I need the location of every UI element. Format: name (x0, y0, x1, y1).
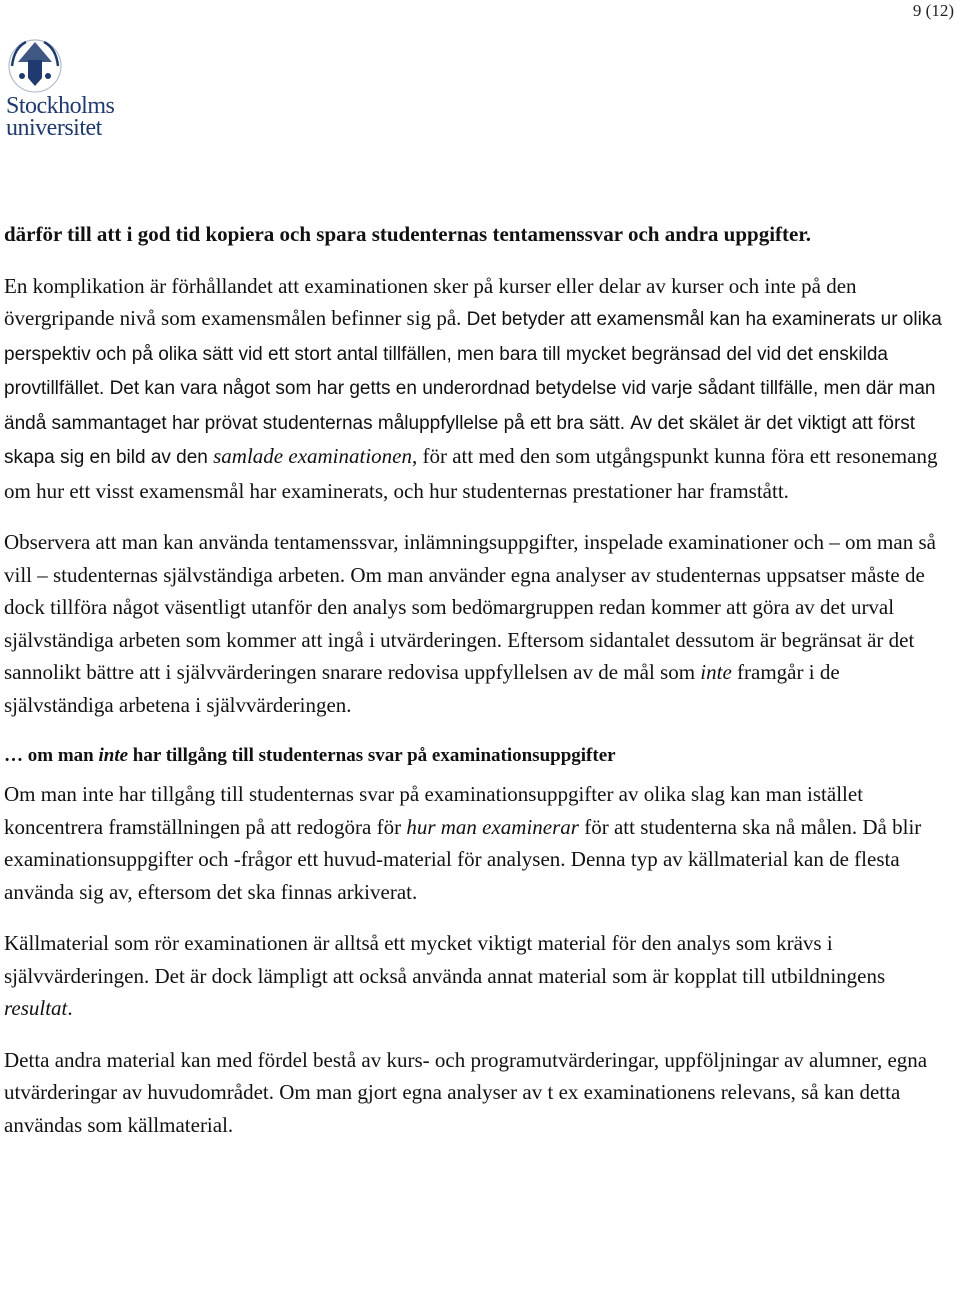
university-seal-icon (4, 36, 66, 94)
sentence: Det betyder att examensmål kan ha examinerats ur olika perspektiv och på olika sätt vid ett stort antal tillfällen, men bara till mycket begränsad del vid det enskilda provtillfället. (4, 309, 942, 399)
logo-text-line2: universitet (6, 115, 102, 141)
paragraph-observera (4, 526, 954, 721)
sentence: Av det skälet är det viktigt att först skapa sig en bild av den (4, 412, 916, 468)
paragraph-other-material (4, 1044, 954, 1142)
heading-text: har tillgång till studenternas svar på examinationsuppgifter (132, 745, 616, 766)
sentence: Observera att man kan använda tentamenssvar, inlämningsuppgifter, inspelade examinationer och – om man så vill – studenternas självständiga arbeten. (4, 530, 936, 587)
sentence: Det kan vara något som har getts en underordnad betydelse vid varje sådant tillfälle, men där man ändå sammantaget har prövat studenternas måluppfyllelse på ett bra sätt. (4, 378, 936, 434)
sentence: Om man använder egna analyser av studenternas uppsatser måste de dock tillföra något väsentligt utanför den analys som bedömargruppen redan kommer att göra av det urval självständiga arbeten som kommer att ingå i utvärderingen. (4, 562, 925, 652)
emphasis: inte (98, 745, 129, 766)
emphasis: resultat (4, 996, 68, 1020)
sentence: Det är dock lämpligt att också använda annat material som är kopplat till utbildningens (154, 963, 886, 988)
logo-text-line1: Stockholms (6, 93, 115, 119)
emphasis: inte (700, 660, 732, 684)
document-body (4, 218, 954, 1160)
sentence: Detta andra material kan med fördel bestå av kurs- och programutvärderingar, uppföljningar av alumner, egna utvärderingar av huvudområdet. (4, 1047, 928, 1104)
paragraph-intro (4, 218, 954, 251)
sentence: Denna typ av källmaterial kan de flesta använda sig av, eftersom det ska finnas arkiverat. (4, 847, 900, 904)
sentence: En komplikation är förhållandet att examinationen sker på kurser eller delar av kurser och inte på den övergripande nivå som examensmålen befinner sig på. (4, 273, 857, 330)
paragraph-source-material (4, 927, 954, 1025)
sentence: Källmaterial som rör examinationen är alltså ett mycket viktigt material för den analys som krävs i självvärderingen. (4, 931, 833, 988)
sentence: Då blir examinationsuppgifter och -frågor ett huvud-material för analysen. (4, 814, 922, 871)
sentence: Om man inte har tillgång till studenternas svar på examinationsuppgifter av olika slag kan man istället koncentrera framställningen på att redogöra för (4, 782, 864, 839)
sentence: Om man gjort egna analyser av t ex examinationens relevans, så kan detta användas som källmaterial. (4, 1080, 901, 1137)
section-heading (4, 740, 954, 772)
paragraph-text: därför till att i god tid kopiera och spara studenternas tentamenssvar och andra uppgifter. (4, 222, 811, 246)
heading-text: … om man (4, 745, 94, 766)
sentence: framgår i de självständiga arbetena i självvärderingen. (4, 660, 840, 717)
university-logo (4, 36, 124, 141)
emphasis: samlade examinationen (213, 444, 412, 468)
sentence: för att studenterna ska nå målen. (584, 814, 858, 839)
emphasis: hur man examinerar (406, 814, 579, 839)
sentence: Eftersom sidantalet dessutom är begränsat är det sannolikt bättre att i självvärderingen snarare redovisa uppfyllelsen av de mål som (4, 627, 915, 684)
paragraph-no-access (4, 778, 954, 908)
page-number: 9 (12) (912, 1, 954, 20)
sentence: , för att med den som utgångspunkt kunna föra ett resonemang om hur ett visst examensmål har examinerats, och hur studenternas prestationer har framstått. (4, 444, 938, 503)
paragraph-complication (4, 270, 954, 508)
sentence: . (67, 996, 73, 1020)
